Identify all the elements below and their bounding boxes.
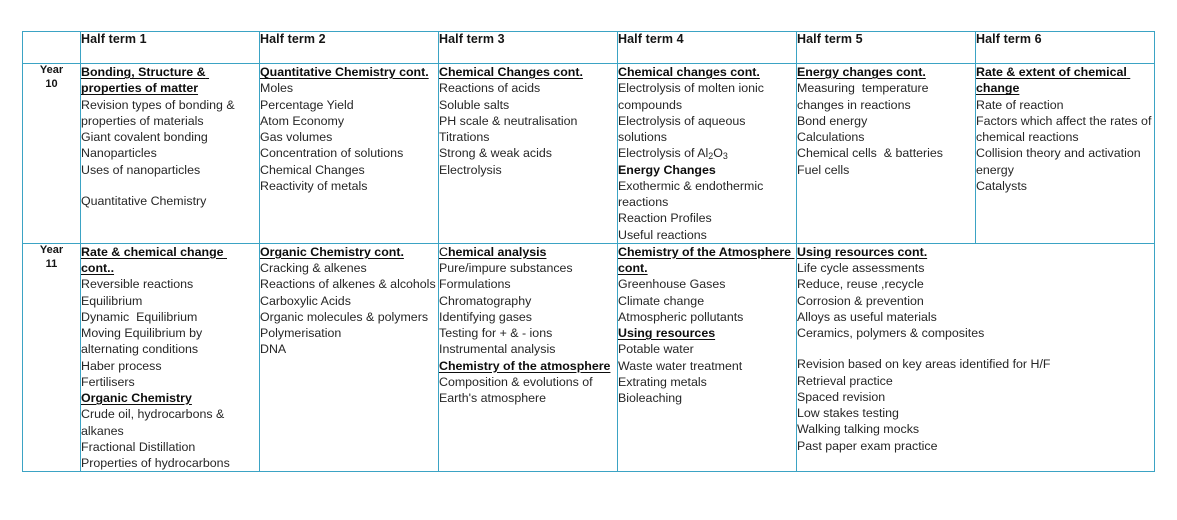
curriculum-entry-heading: Rate & chemical change cont.. [81,244,227,275]
year-label-cell [23,64,81,244]
year-label-cell [23,243,81,472]
column-header-label: Half term 3 [439,32,505,46]
curriculum-entry: Reversible reactions [81,277,194,292]
curriculum-entry: Haber process [81,358,162,373]
curriculum-entry: Reactivity of metals [260,178,368,193]
curriculum-entry: Ceramics, polymers & composites [797,326,985,340]
year-label: Year 10 [39,64,64,90]
curriculum-entry-formula: Electrolysis of $Al_2O_3$ [618,146,728,162]
curriculum-entry-heading: Energy changes cont. [797,65,926,79]
curriculum-entry: Revision types of bonding & properties of materials [81,97,239,128]
entry-list [260,64,438,194]
curriculum-entry: Exothermic & endothermic reactions [618,178,767,209]
curriculum-entry: Corrosion & prevention [797,293,924,308]
curriculum-entry: Bond energy [797,113,868,128]
column-header-label: Half term 6 [976,32,1042,46]
heading-initial-glyph: C [439,244,448,259]
curriculum-entry: Bioleaching [618,391,683,405]
column-header-half-term-3 [439,32,618,64]
curriculum-entry: Soluble salts [439,97,510,112]
curriculum-entry: Spaced revision [797,389,886,404]
curriculum-entry: Percentage Yield [260,97,354,112]
curriculum-entry: Equilibrium [81,293,143,308]
curriculum-entry-heading: Chemical Changes cont. [439,65,583,79]
curriculum-entry: Extrating metals [618,374,707,389]
curriculum-cell [260,243,439,472]
curriculum-entry: Calculations [797,130,865,144]
curriculum-entry: Chromatography [439,293,532,308]
header-row [23,32,1155,64]
curriculum-entry: Electrolysis of molten ionic compounds [618,81,768,112]
curriculum-entry: Factors which affect the rates of chemical reactions [976,113,1155,144]
curriculum-entry: Electrolysis [439,162,502,177]
curriculum-entry: Properties of hydrocarbons [81,456,230,470]
entry-list [976,64,1154,194]
curriculum-entry: Crude oil, hydrocarbons & alkanes [81,407,228,438]
column-header-label: Half term 2 [260,32,326,46]
curriculum-cell [618,64,797,244]
curriculum-entry-heading: Chemistry of the Atmosphere cont. [618,244,795,275]
curriculum-entry: Chemical Changes [260,162,365,177]
curriculum-entry: Moving Equilibrium by alternating conditions [81,326,206,357]
curriculum-entry: Organic molecules & polymers [260,309,429,324]
curriculum-entry: Life cycle assessments [797,261,925,275]
column-header-half-term-5 [797,32,976,64]
column-header-half-term-2 [260,32,439,64]
table-body [23,64,1155,472]
entry-spacer [797,341,1154,356]
column-header-half-term-4 [618,32,797,64]
curriculum-cell [260,64,439,244]
curriculum-entry: Carboxylic Acids [260,293,351,308]
column-header-label: Half term 1 [81,32,147,46]
curriculum-entry: Titrations [439,130,490,144]
curriculum-entry: Concentration of solutions [260,146,404,161]
corner-cell [23,32,81,64]
curriculum-entry: Nanoparticles [81,146,157,161]
curriculum-entry: DNA [260,342,287,357]
column-header-half-term-1 [81,32,260,64]
curriculum-cell [439,243,618,472]
entry-spacer [81,178,259,193]
curriculum-entry: Potable water [618,342,694,357]
curriculum-entry: Fractional Distillation [81,439,196,454]
curriculum-entry: Atmospheric pollutants [618,309,744,324]
curriculum-entry: Past paper exam practice [797,438,938,453]
curriculum-entry: Reactions of alkenes & alcohols [260,277,436,292]
table-row [23,64,1155,244]
curriculum-entry: Gas volumes [260,130,333,144]
curriculum-entry: Useful reactions [618,227,707,242]
curriculum-entry: Waste water treatment [618,358,743,373]
year-label: Year 11 [39,243,64,270]
curriculum-entry: Alloys as useful materials [797,309,937,324]
curriculum-entry: Measuring temperature changes in reactions [797,81,932,112]
curriculum-entry: PH scale & neutralisation [439,113,578,128]
curriculum-entry: Pure/impure substances [439,261,573,275]
curriculum-cell [976,64,1155,244]
curriculum-entry: Electrolysis of aqueous solutions [618,113,749,144]
entry-list [797,244,1154,454]
entry-list [618,244,796,407]
curriculum-cell [618,243,797,472]
curriculum-entry-heading: Using resources cont. [797,244,928,259]
curriculum-entry: Composition & evolutions of Earth's atmosphere [439,374,597,405]
curriculum-entry-heading: Rate & extent of chemical change [976,65,1131,96]
curriculum-entry: Low stakes testing [797,406,899,420]
entry-list [618,64,796,243]
curriculum-entry: Atom Economy [260,113,345,128]
curriculum-entry-heading: Using resources [618,326,716,340]
curriculum-table [22,31,1155,472]
curriculum-cell [439,64,618,244]
curriculum-cell [81,243,260,472]
curriculum-entry: Reactions of acids [439,81,541,96]
curriculum-entry-heading: Chemical changes cont. [618,65,760,79]
curriculum-entry: Polymerisation [260,326,342,340]
curriculum-entry: Dynamic Equilibrium [81,309,198,324]
curriculum-entry: Walking talking mocks [797,422,920,437]
table-header [23,32,1155,64]
column-header-label: Half term 4 [618,32,684,46]
curriculum-entry: Uses of nanoparticles [81,162,201,177]
curriculum-entry: Revision based on key areas identified for H/F [797,357,1051,372]
entry-list [81,64,259,209]
curriculum-entry: Collision theory and activation energy [976,146,1145,177]
curriculum-entry: Reaction Profiles [618,211,712,226]
curriculum-entry-heading: Chemistry of the atmosphere [439,358,611,373]
curriculum-entry: Retrieval practice [797,373,893,388]
curriculum-cell [797,243,1155,472]
curriculum-entry: Moles [260,81,294,96]
column-header-label: Half term 5 [797,32,863,46]
curriculum-entry-heading: Chemical analysis [439,244,547,259]
curriculum-entry: Catalysts [976,178,1027,193]
entry-list [439,64,617,178]
curriculum-entry: Reduce, reuse ,recycle [797,277,924,292]
table-row [23,243,1155,472]
curriculum-entry: Greenhouse Gases [618,277,726,292]
curriculum-entry: Quantitative Chemistry [81,193,207,208]
curriculum-cell [81,64,260,244]
curriculum-entry-heading: Energy Changes [618,162,716,177]
curriculum-entry: Chemical cells & batteries [797,146,943,161]
entry-list [439,244,617,407]
column-header-half-term-6 [976,32,1155,64]
curriculum-entry-heading: Organic Chemistry [81,391,192,405]
curriculum-entry: Fuel cells [797,162,850,177]
curriculum-entry: Instrumental analysis [439,342,556,357]
curriculum-entry: Strong & weak acids [439,146,552,161]
curriculum-entry-heading: Bonding, Structure & properties of matter [81,65,210,96]
entry-list [81,244,259,472]
entry-list [260,244,438,358]
curriculum-entry-heading: Quantitative Chemistry cont. [260,65,429,79]
curriculum-entry: Climate change [618,293,705,308]
entry-list [797,64,975,178]
curriculum-entry-heading: Organic Chemistry cont. [260,244,404,259]
curriculum-entry: Rate of reaction [976,97,1064,112]
curriculum-entry: Giant covalent bonding [81,130,208,144]
curriculum-entry: Cracking & alkenes [260,261,367,275]
curriculum-entry: Formulations [439,277,511,292]
curriculum-entry: Identifying gases [439,309,532,324]
curriculum-cell [797,64,976,244]
curriculum-entry: Testing for + & - ions [439,326,553,340]
curriculum-entry: Fertilisers [81,374,135,389]
